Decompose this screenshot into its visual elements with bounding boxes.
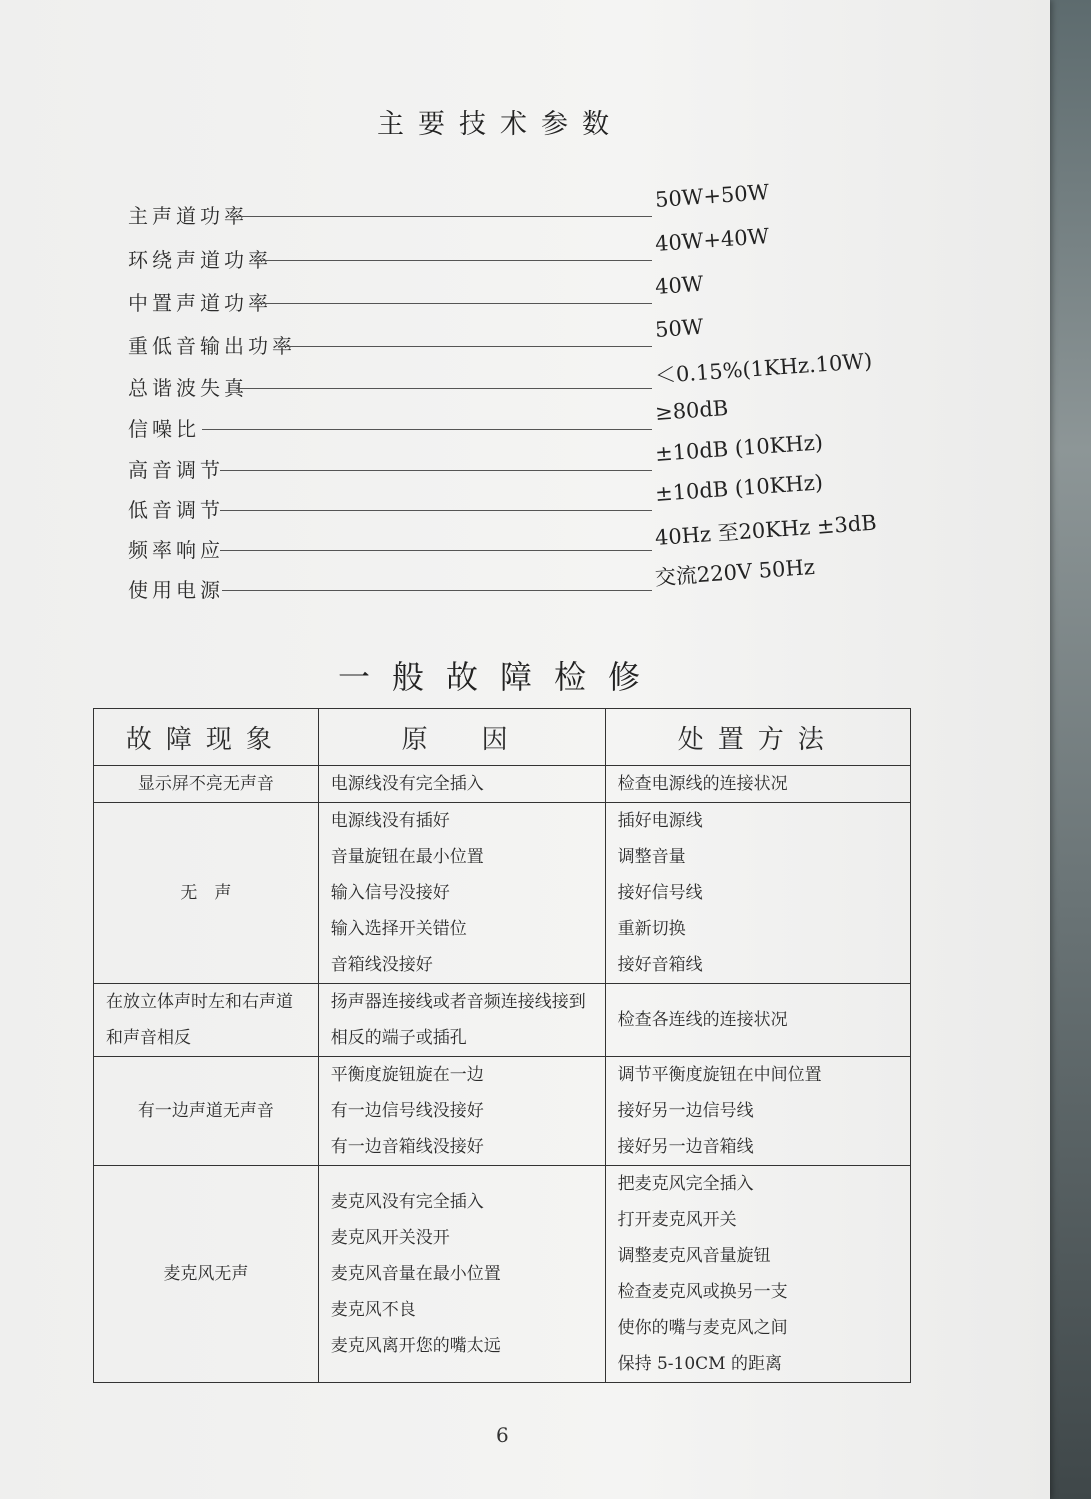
solution-line: 使你的嘴与麦克风之间	[617, 1318, 788, 1338]
solution-cell	[605, 1057, 910, 1166]
troubleshooting-title: 一般故障检修	[337, 658, 662, 696]
cause-line: 输入选择开关错位	[330, 919, 467, 939]
leader-line	[256, 260, 652, 261]
leader-line	[234, 216, 652, 217]
table-row	[94, 984, 911, 1057]
cause-line: 扬声器连接线或者音频连接线接到	[330, 992, 586, 1012]
solution-cell	[605, 1166, 910, 1383]
cause-line: 音量旋钮在最小位置	[330, 847, 484, 867]
troubleshooting-table	[93, 708, 911, 1383]
symptom-line: 在放立体声时左和右声道	[106, 992, 293, 1012]
spec-value: ≥80dB	[654, 395, 730, 425]
solution-line: 接好另一边音箱线	[617, 1137, 754, 1157]
spec-label: 低音调节	[128, 498, 224, 522]
leader-line	[256, 303, 652, 304]
cause-line: 麦克风开关没开	[330, 1228, 450, 1248]
solution-line: 接好音箱线	[617, 955, 703, 975]
solution-line: 调节平衡度旋钮在中间位置	[617, 1065, 822, 1085]
cause-cell	[318, 1057, 605, 1166]
spec-row	[128, 180, 888, 228]
table-row	[94, 766, 911, 803]
leader-line	[222, 590, 652, 591]
solution-cell	[605, 984, 910, 1057]
cause-line: 平衡度旋钮旋在一边	[330, 1065, 484, 1085]
solution-line: 检查电源线的连接状况	[617, 774, 788, 794]
spec-label: 频率响应	[128, 538, 224, 562]
leader-line	[202, 429, 652, 430]
cause-line: 输入信号没接好	[330, 883, 450, 903]
spec-label: 使用电源	[128, 578, 224, 602]
spec-value: 交流220V 50Hz	[654, 554, 816, 591]
symptom-cell: 麦克风无声	[94, 1166, 319, 1383]
symptom-cell: 显示屏不亮无声音	[94, 766, 319, 803]
cause-line: 有一边信号线没接好	[330, 1101, 484, 1121]
spec-label: 中置声道功率	[128, 291, 272, 315]
column-header-solution: 处置方法	[605, 709, 910, 766]
solution-line: 重新切换	[617, 919, 686, 939]
cause-line: 电源线没有插好	[330, 811, 450, 831]
solution-cell	[605, 803, 910, 984]
solution-line: 打开麦克风开关	[617, 1210, 737, 1230]
spec-row	[128, 271, 888, 315]
symptom-cell: 有一边声道无声音	[94, 1057, 319, 1166]
table-row	[94, 803, 911, 984]
cause-line: 相反的端子或插孔	[330, 1028, 467, 1048]
cause-cell	[318, 1166, 605, 1383]
spec-label: 主声道功率	[128, 204, 248, 228]
solution-cell	[605, 766, 910, 803]
cause-line: 麦克风不良	[330, 1300, 416, 1320]
spec-value: 40W	[654, 271, 705, 299]
cause-line: 有一边音箱线没接好	[330, 1137, 484, 1157]
solution-line: 把麦克风完全插入	[617, 1174, 754, 1194]
spec-label: 高音调节	[128, 458, 224, 482]
solution-line: 调整麦克风音量旋钮	[617, 1246, 771, 1266]
table-row	[94, 1166, 911, 1383]
spec-label: 环绕声道功率	[128, 248, 272, 272]
page-number: 6	[496, 1423, 509, 1447]
leader-line	[236, 388, 652, 389]
spec-value: 50W+50W	[654, 180, 770, 212]
leader-line	[220, 510, 652, 511]
column-header-symptom: 故障现象	[94, 709, 319, 766]
solution-line: 调整音量	[617, 847, 686, 867]
spec-row	[128, 554, 888, 602]
spec-label: 重低音输出功率	[128, 334, 296, 358]
solution-line: 接好另一边信号线	[617, 1101, 754, 1121]
cause-cell	[318, 766, 605, 803]
spec-value: ±10dB (10KHz)	[654, 470, 824, 506]
table-row	[94, 1057, 911, 1166]
cause-line: 麦克风音量在最小位置	[330, 1264, 501, 1284]
spec-value: ±10dB (10KHz)	[654, 430, 824, 466]
spec-row	[128, 224, 888, 272]
solution-line: 检查麦克风或换另一支	[617, 1282, 788, 1302]
leader-line	[280, 346, 652, 347]
specs-title: 主要技术参数	[377, 109, 623, 140]
spec-value: 40Hz 至20KHz ±3dB	[654, 510, 878, 551]
solution-line: 保持 5-10CM 的距离	[617, 1354, 782, 1374]
spec-label: 信噪比	[128, 417, 200, 441]
spec-value: 50W	[654, 314, 705, 342]
cause-line: 麦克风离开您的嘴太远	[330, 1336, 501, 1356]
solution-line: 检查各连线的连接状况	[617, 1010, 788, 1030]
symptom-line: 和声音相反	[106, 1028, 191, 1048]
cause-line: 麦克风没有完全插入	[330, 1192, 484, 1212]
solution-line: 接好信号线	[617, 883, 703, 903]
symptom-cell: 无 声	[94, 803, 319, 984]
spec-label: 总谐波失真	[128, 376, 248, 400]
symptom-cell	[94, 984, 319, 1057]
solution-line: 插好电源线	[617, 811, 703, 831]
leader-line	[220, 550, 652, 551]
spec-row	[128, 348, 888, 400]
cause-cell	[318, 803, 605, 984]
spec-value: ＜0.15%(1KHz.10W)	[654, 348, 873, 389]
table-header-row	[94, 709, 911, 766]
leader-line	[220, 470, 652, 471]
column-header-cause: 原 因	[318, 709, 605, 766]
spec-value: 40W+40W	[654, 224, 770, 256]
cause-line: 音箱线没接好	[330, 955, 433, 975]
cause-cell	[318, 984, 605, 1057]
cause-line: 电源线没有完全插入	[330, 774, 484, 794]
